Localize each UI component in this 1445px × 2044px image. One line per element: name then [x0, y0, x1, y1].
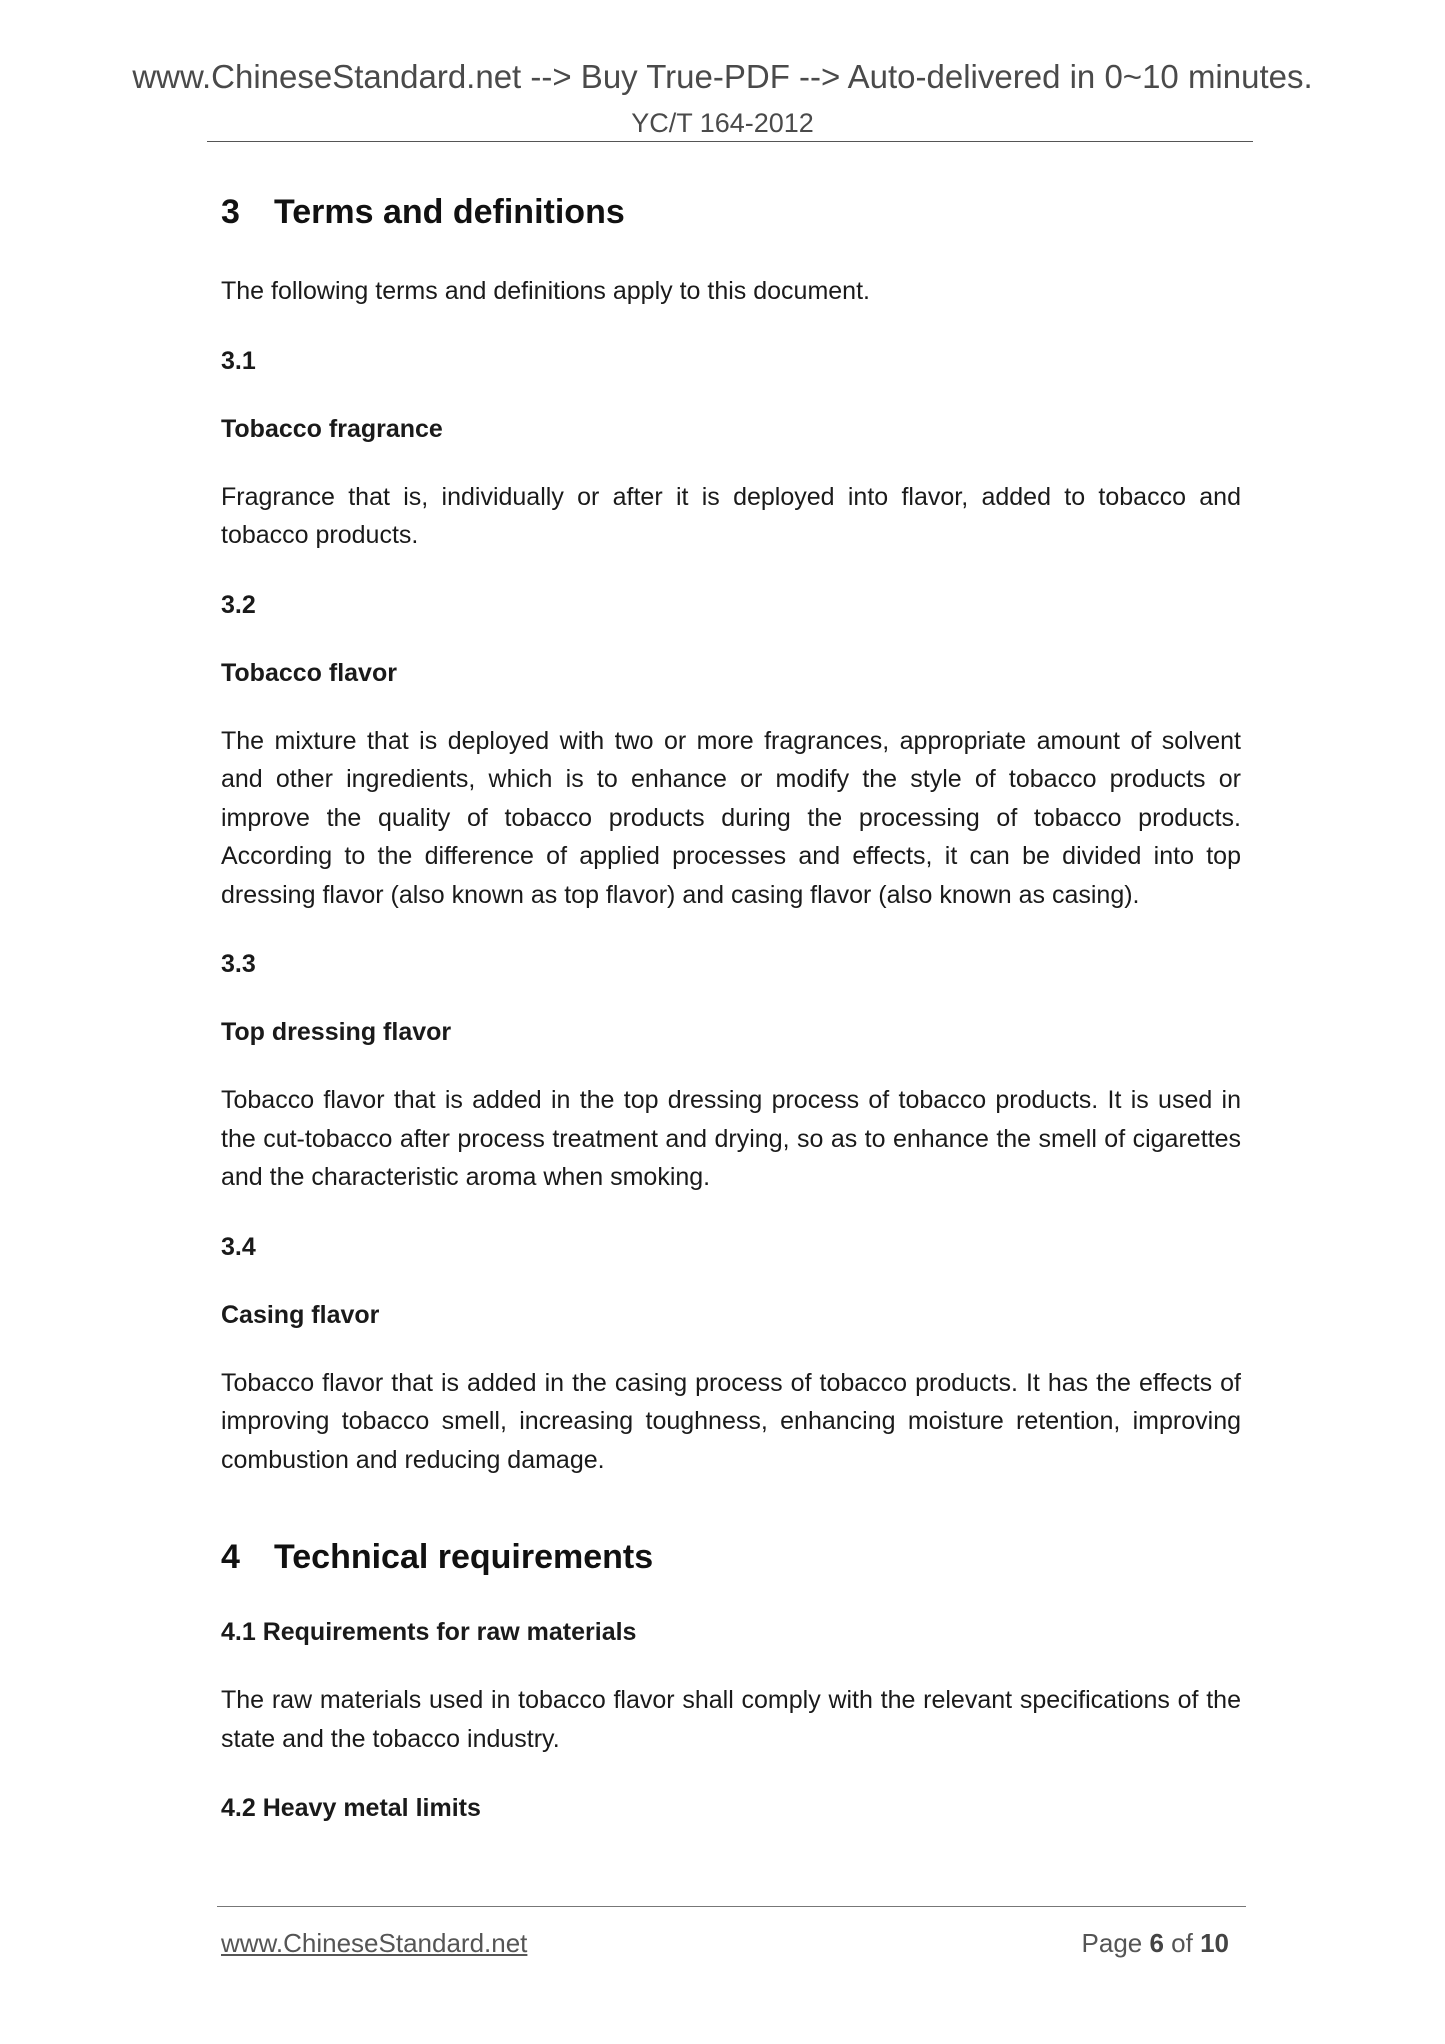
- section-4-heading: [221, 1535, 1241, 1579]
- term-definition: The mixture that is deployed with two or more fragrances, appropriate amount of solvent and other ingredients, which is to enhance or modify the style of tobacco products or improve the quality of tobacco products during the processing of tobacco products. According to the difference of applied processes and effects, it can be divided into top dressing flavor (also known as top flavor) and casing flavor (also known as casing).: [221, 726, 1241, 909]
- page-prefix: Page: [1081, 1928, 1150, 1958]
- section-3-heading: [221, 190, 1241, 234]
- subsection-heading: 4.2 Heavy metal limits: [221, 1794, 481, 1822]
- term-number: 3.3: [221, 950, 256, 978]
- page-content: [221, 190, 1241, 1857]
- page-total: 10: [1200, 1928, 1229, 1958]
- subsection-heading: 4.1 Requirements for raw materials: [221, 1618, 637, 1646]
- section-title: Terms and definitions: [274, 193, 625, 231]
- term-definition: Fragrance that is, individually or after it is deployed into flavor, added to tobacco and tobacco products.: [221, 482, 1241, 549]
- term-name: Casing flavor: [221, 1300, 380, 1329]
- term-number: 3.1: [221, 346, 256, 375]
- term-definition: Tobacco flavor that is added in the top dressing process of tobacco products. It is used in the cut-tobacco after process treatment and drying, so as to enhance the smell of cigarettes and the characteristic aroma when smoking.: [221, 1086, 1241, 1191]
- footer-divider: [217, 1906, 1246, 1907]
- page-indicator: [1082, 1926, 1229, 1960]
- subsection-text: The raw materials used in tobacco flavor shall comply with the relevant specifications of the state and the tobacco industry.: [221, 1686, 1241, 1753]
- standard-code: YC/T 164-2012: [631, 108, 814, 138]
- term-name: Tobacco flavor: [221, 658, 397, 687]
- section-intro: The following terms and definitions apply to this document.: [221, 277, 870, 305]
- page-mid: of: [1163, 1928, 1201, 1958]
- header-banner: www.ChineseStandard.net --> Buy True-PDF --> Auto-delivered in 0~10 minutes.: [132, 58, 1313, 95]
- term-name: Top dressing flavor: [221, 1018, 452, 1046]
- term-name: Tobacco fragrance: [221, 414, 443, 443]
- section-number: 4: [221, 1538, 240, 1576]
- header-divider: [207, 141, 1253, 142]
- section-title: Technical requirements: [274, 1538, 654, 1576]
- term-number: 3.2: [221, 590, 256, 619]
- footer-site-link[interactable]: www.ChineseStandard.net: [221, 1928, 528, 1958]
- term-definition: Tobacco flavor that is added in the casing process of tobacco products. It has the effects of improving tobacco smell, increasing toughness, enhancing moisture retention, improving combustion and reducing damage.: [221, 1368, 1241, 1474]
- page-current: 6: [1149, 1928, 1164, 1958]
- term-number: 3.4: [221, 1232, 256, 1261]
- section-number: 3: [221, 193, 240, 231]
